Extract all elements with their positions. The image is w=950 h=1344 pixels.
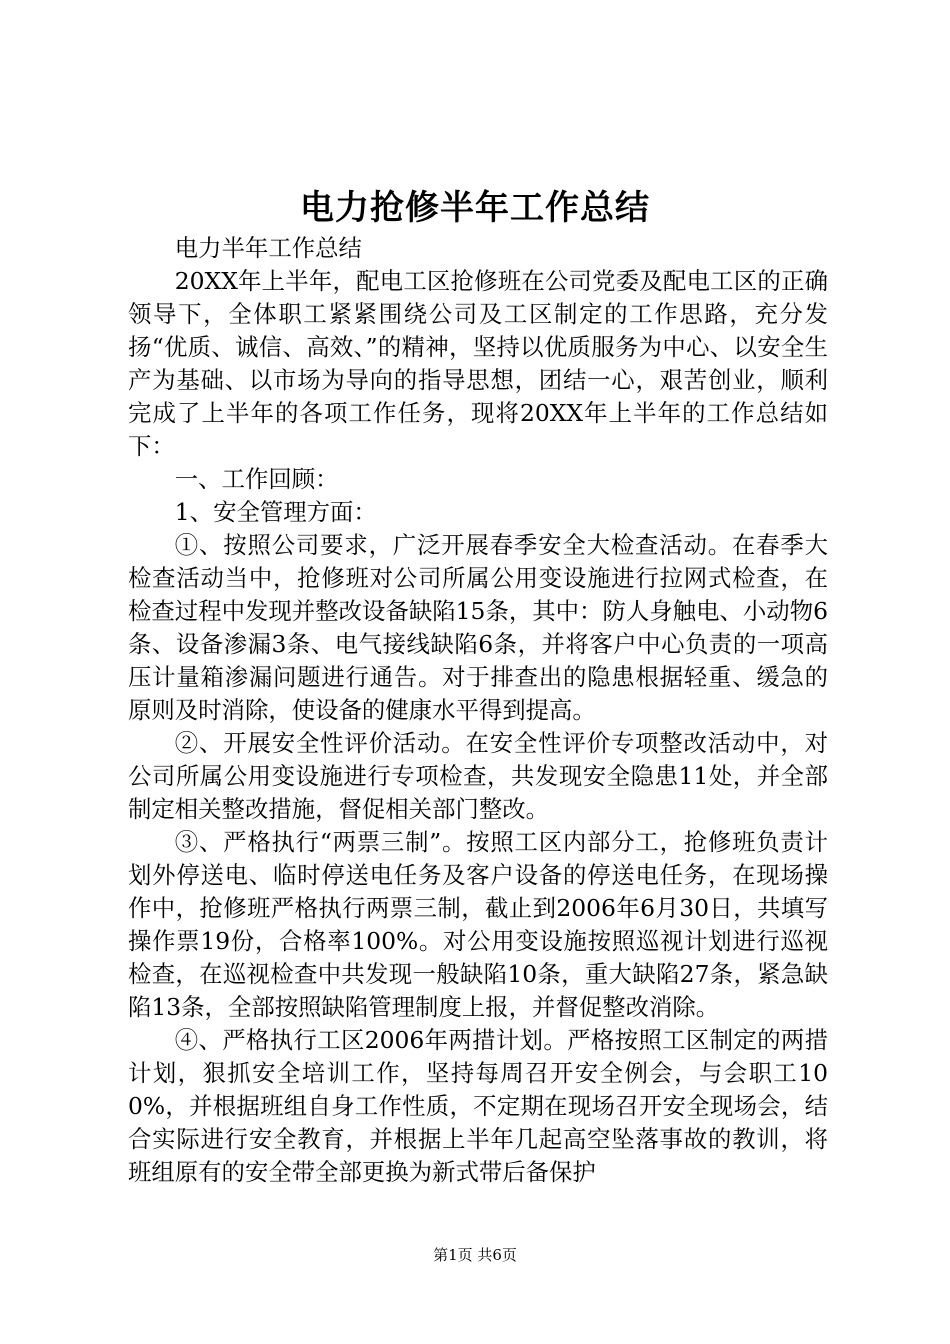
page-footer: 第1页 共6页: [433, 1246, 517, 1264]
document-body: [128, 232, 828, 1189]
paragraph-intro: 20XX年上半年，配电工区抢修班在公司党委及配电工区的正确领导下，全体职工紧紧围绕公司及工区制定的工作思路，充分发扬“优质、诚信、高效、”的精神，坚持以优质服务为中心、以安全生产为基础、以市场为导向的指导思想，团结一心，艰苦创业，顺利完成了上半年的各项工作任务，现将20XX年上半年的工作总结如下：: [128, 267, 828, 460]
subsection-heading-safety: 1、安全管理方面：: [174, 498, 377, 526]
paragraph-item-4: ④、严格执行工区2006年两措计划。严格按照工区制定的两措计划，狠抓安全培训工作，坚持每周召开安全例会，与会职工100%，并根据班组自身工作性质，不定期在现场召开安全现场会，结合实际进行安全教育，并根据上半年几起高空坠落事故的教训，将班组原有的安全带全部更换为新式带后备保护: [128, 1026, 828, 1186]
paragraph-item-1: ①、按照公司要求，广泛开展春季安全大检查活动。在春季大检查活动当中，抢修班对公司所属公用变设施进行拉网式检查，在检查过程中发现并整改设备缺陷15条，其中：防人身触电、小动物6条、设备渗漏3条、电气接线缺陷6条，并将客户中心负责的一项高压计量箱渗漏问题进行通告。对于排查出的隐患根据轻重、缓急的原则及时消除，使设备的健康水平得到提高。: [128, 531, 828, 724]
paragraph-subtitle: 电力半年工作总结: [174, 234, 362, 262]
document-title: 电力抢修半年工作总结: [300, 188, 650, 228]
paragraph-item-3: ③、严格执行“两票三制”。按照工区内部分工，抢修班负责计划外停送电、临时停送电任务及客户设备的停送电任务，在现场操作中，抢修班严格执行两票三制，截止到2006年6月30日，共填写操作票19份，合格率100%。对公用变设施按照巡视计划进行巡视检查，在巡视检查中共发现一般缺陷10条，重大缺陷27条，紧急缺陷13条，全部按照缺陷管理制度上报，并督促整改消除。: [128, 828, 828, 1021]
paragraph-item-2: ②、开展安全性评价活动。在安全性评价专项整改活动中，对公司所属公用变设施进行专项检查，共发现安全隐患11处，并全部制定相关整改措施，督促相关部门整改。: [128, 729, 828, 823]
section-heading-review: 一、工作回顾：: [174, 465, 339, 493]
